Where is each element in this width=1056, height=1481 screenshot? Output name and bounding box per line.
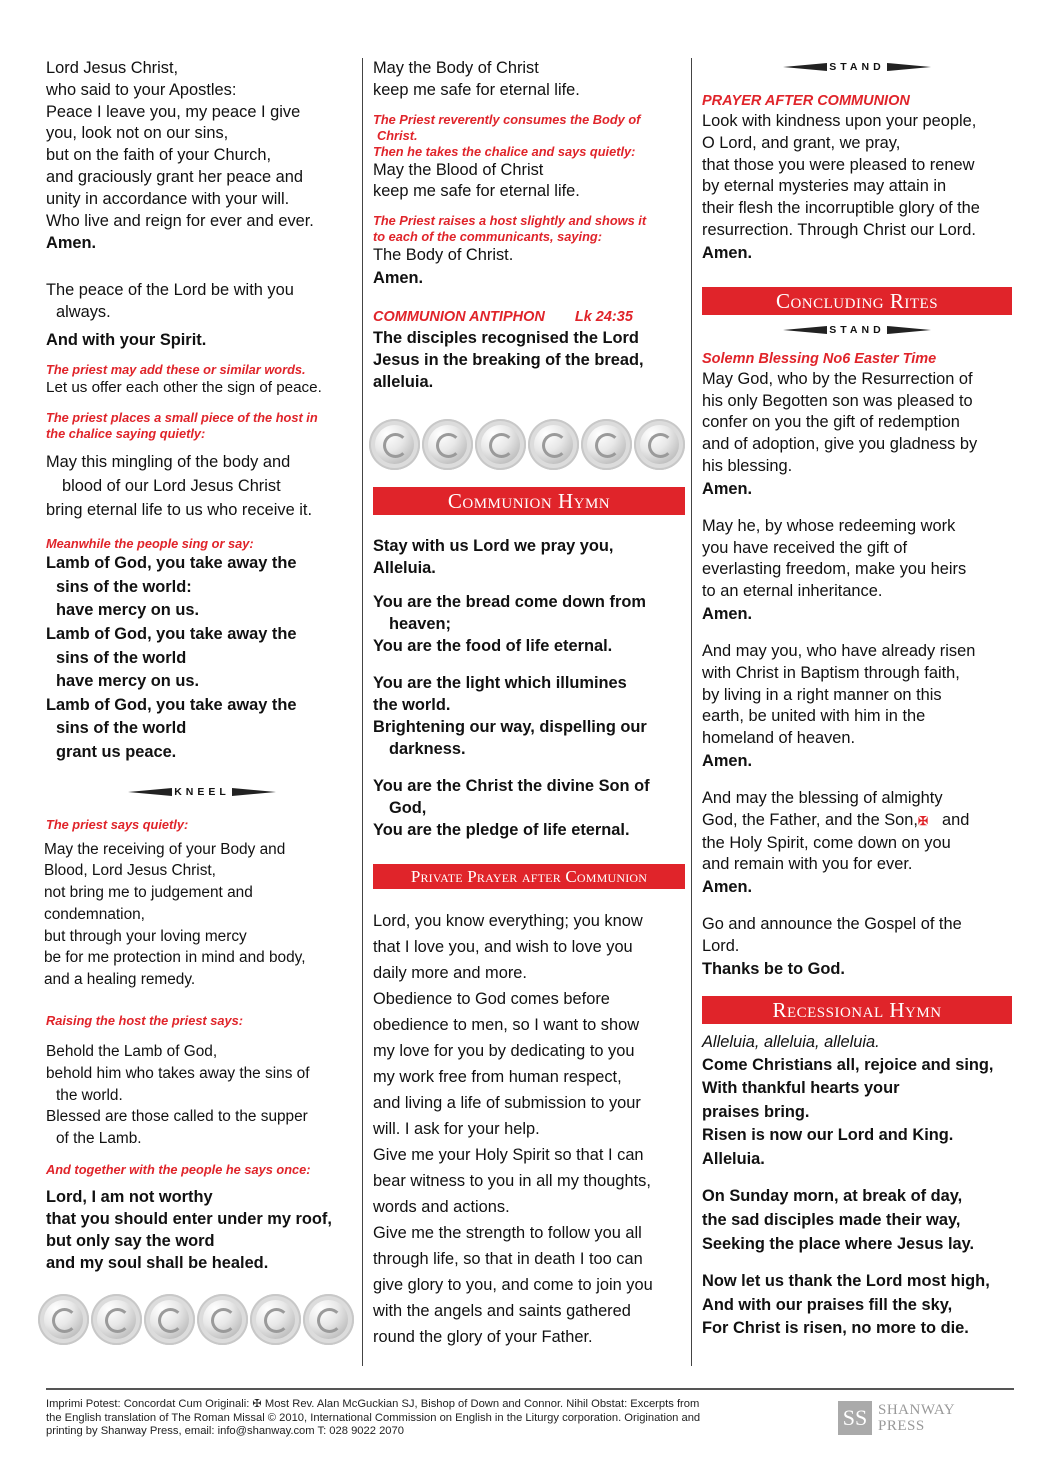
text-line: Risen is now our Lord and King.	[702, 1126, 954, 1145]
text-line: Jesus in the breaking of the bread,	[373, 350, 644, 369]
arrow-left-icon	[783, 326, 827, 334]
rubric: Then he takes the chalice and says quietly:	[373, 143, 636, 159]
text-line: of the Lamb.	[56, 1130, 142, 1148]
antiphon-label: COMMUNION ANTIPHON	[373, 308, 545, 325]
medallion-icon	[197, 1294, 248, 1345]
text-line: and my soul shall be healed.	[46, 1254, 269, 1273]
text-line: You are the bread come down from	[373, 592, 646, 611]
text-line: Seeking the place where Jesus lay.	[702, 1234, 975, 1253]
text-line: be for me protection in mind and body,	[44, 949, 306, 967]
text-line: and of adoption, give you gladness by	[702, 435, 978, 454]
text-line: by living in a right manner on this	[702, 685, 942, 704]
text-line: Lord, I am not worthy	[46, 1188, 213, 1207]
section-banner-concluding-rites: Concluding Rites	[702, 287, 1012, 315]
column-3	[702, 58, 1012, 1341]
logo-mark-icon: SS	[838, 1401, 872, 1435]
arrow-left-icon	[128, 788, 172, 796]
text-line: daily more and more.	[373, 963, 527, 982]
posture-marker-stand	[702, 323, 1012, 337]
text-line: sins of the world:	[56, 577, 192, 596]
text-line: by eternal mysteries may attain in	[702, 177, 947, 196]
section-heading: PRAYER AFTER COMMUNION	[702, 93, 910, 109]
medallion-icon	[91, 1294, 142, 1345]
text-line: Come Christians all, rejoice and sing,	[702, 1055, 994, 1074]
text-line: The disciples recognised the Lord	[373, 328, 639, 347]
text-line: Who live and reign for ever and ever.	[46, 211, 314, 230]
text-line: confer on you the gift of redemption	[702, 413, 960, 432]
medallion-icon	[422, 419, 473, 470]
text-line: with the angels and saints gathered	[373, 1301, 631, 1320]
text-line: Alleluia.	[702, 1149, 765, 1168]
text-line: their flesh the incorruptible glory of the	[702, 199, 980, 218]
prayer-for-peace	[46, 58, 358, 256]
text-line: through life, so that in death I too can	[373, 1249, 643, 1268]
text-line: The peace of the Lord be with you	[46, 280, 294, 299]
text-line: Alleluia, alleluia, alleluia.	[702, 1032, 880, 1051]
text-line: Blessed are those called to the supper	[46, 1108, 308, 1126]
rubric: The priest says quietly:	[46, 816, 189, 832]
text-line: and remain with you for ever.	[702, 855, 913, 874]
text-line: O Lord, and grant, we pray,	[702, 133, 901, 152]
text-line: keep me safe for eternal life.	[373, 182, 580, 201]
text-line: Give me the strength to follow you all	[373, 1223, 642, 1242]
text-line: his blessing.	[702, 456, 793, 475]
text-line: but through your loving mercy	[44, 927, 247, 945]
text-line: May the Body of Christ	[373, 59, 539, 77]
amen: Amen.	[373, 268, 424, 287]
text-line: and graciously grant her peace and	[46, 167, 303, 186]
column-2	[373, 58, 685, 1350]
text-line: homeland of heaven.	[702, 729, 856, 748]
text-line: Lamb of God, you take away the	[46, 554, 297, 573]
text-line: Behold the Lamb of God,	[46, 1043, 218, 1061]
text-line: my work free from human respect,	[373, 1067, 622, 1086]
posture-label: KNEEL	[174, 785, 230, 798]
text-line: You are the pledge of life eternal.	[373, 820, 630, 839]
text-line: but only say the word	[46, 1232, 215, 1251]
text-line: alleluia.	[373, 372, 434, 391]
text-line: You are the food of life eternal.	[373, 636, 613, 655]
text-line: resurrection. Through Christ our Lord.	[702, 220, 976, 239]
posture-label: STAND	[829, 61, 885, 73]
text-line	[702, 810, 1012, 833]
text-line: Alleluia.	[373, 558, 436, 577]
section-banner-private-prayer: Private Prayer after Communion	[373, 864, 685, 889]
text-line: with Christ in Baptism through faith,	[702, 663, 960, 682]
text-line: sins of the world	[56, 648, 187, 667]
logo-wordmark	[878, 1402, 955, 1434]
text-line: darkness.	[389, 739, 466, 758]
medallion-icon	[38, 1294, 89, 1345]
amen: Amen.	[702, 751, 753, 770]
text-line: unity in accordance with your will.	[46, 189, 290, 208]
section-banner-recessional-hymn: Recessional Hymn	[702, 996, 1012, 1024]
amen: Amen.	[702, 479, 753, 498]
text-line: give glory to you, and come to join you	[373, 1275, 653, 1294]
text-line: Look with kindness upon your people,	[702, 112, 977, 130]
text-line: May the receiving of your Body and	[44, 840, 286, 858]
private-prayer	[44, 839, 358, 992]
response: Thanks be to God.	[702, 959, 845, 978]
rubric: The priest may add these or similar words.	[46, 362, 306, 378]
amen: Amen.	[702, 243, 753, 262]
text-line: Lamb of God, you take away the	[46, 695, 297, 714]
amen: Amen.	[702, 604, 753, 623]
text-line: Go and announce the Gospel of the	[702, 915, 962, 934]
private-prayer-after-communion	[373, 908, 685, 1350]
text-line: May he, by whose redeeming work	[702, 516, 956, 535]
text-line: my love for you by dedicating to you	[373, 1041, 635, 1060]
medallion-icon	[528, 419, 579, 470]
text-line: Lord, you know everything; you know	[373, 911, 643, 930]
arrow-right-icon	[887, 326, 931, 334]
text-line: And may the blessing of almighty	[702, 788, 943, 807]
text-line: Lord Jesus Christ,	[46, 59, 179, 77]
text-line: With thankful hearts your	[702, 1079, 900, 1098]
rubric: The priest places a small piece of the host in	[46, 410, 318, 426]
medallion-icon	[475, 419, 526, 470]
medallion-row	[369, 419, 685, 470]
text-line: that those you were pleased to renew	[702, 155, 975, 174]
arrow-right-icon	[232, 788, 276, 796]
prayer-after-communion	[702, 111, 1012, 264]
text-line: Lord.	[702, 936, 740, 955]
text-line: On Sunday morn, at break of day,	[702, 1187, 963, 1206]
ecce-agnus	[46, 1041, 358, 1150]
text-line: round the glory of your Father.	[373, 1327, 593, 1346]
text-line: Obedience to God comes before	[373, 989, 610, 1008]
arrow-left-icon	[783, 63, 827, 71]
text-line: his only Begotten son was pleased to	[702, 391, 973, 410]
text-line: you, look not on our sins,	[46, 124, 229, 143]
amen: Amen.	[702, 878, 753, 897]
section-banner-communion-hymn: Communion Hymn	[373, 487, 685, 515]
rubric: the chalice saying quietly:	[46, 426, 206, 442]
cross-icon: ✠	[917, 813, 929, 828]
text-line: Stay with us Lord we pray you,	[373, 536, 614, 555]
text-line: to an eternal inheritance.	[702, 582, 883, 601]
communion-hymn	[373, 535, 685, 841]
text-line: Let us offer each other the sign of peace.	[46, 379, 322, 397]
text-line: behold him who takes away the sins of	[46, 1064, 310, 1082]
medallion-icon	[581, 419, 632, 470]
text-line: who said to your Apostles:	[46, 80, 237, 99]
text-line: For Christ is risen, no more to die.	[702, 1319, 969, 1338]
posture-marker-stand	[702, 60, 1012, 74]
text-line: bear witness to you in all my thoughts,	[373, 1171, 651, 1190]
text-line: God,	[389, 798, 427, 817]
text-line: bring eternal life to us who receive it.	[46, 501, 313, 520]
text-line: words and actions.	[373, 1197, 510, 1216]
medallion-icon	[144, 1294, 195, 1345]
footer-rule	[46, 1388, 1014, 1390]
text-line: that I love you, and wish to love you	[373, 937, 633, 956]
text-line: Brightening our way, dispelling our	[373, 717, 647, 736]
text-line: that you should enter under my roof,	[46, 1210, 332, 1229]
dismissal	[702, 914, 1012, 980]
text-line: May this mingling of the body and	[46, 453, 291, 472]
text-line: And with our praises fill the sky,	[702, 1295, 953, 1314]
rubric: Raising the host the priest says:	[46, 1013, 243, 1029]
text-line: Now let us thank the Lord most high,	[702, 1272, 990, 1291]
arrow-right-icon	[887, 63, 931, 71]
text-line: Lamb of God, you take away the	[46, 624, 297, 643]
text-line: but on the faith of your Church,	[46, 146, 272, 165]
posture-marker-kneel	[46, 785, 358, 799]
text-line: keep me safe for eternal life.	[373, 80, 580, 99]
text-line: heaven;	[389, 614, 451, 633]
text-fragment: and	[942, 810, 970, 829]
text-line: and living a life of submission to your	[373, 1093, 641, 1112]
rubric: The Priest raises a host slightly and shows it	[373, 213, 647, 229]
section-heading: Solemn Blessing No6 Easter Time	[702, 350, 937, 367]
footer-line: Imprimi Potest: Concordat Cum Originali: ✠ Most Rev. Alan McGuckian SJ, Bishop of Down and Connor. Nihil Obstat: Excerpts from	[46, 1398, 700, 1410]
text-line: everlasting freedom, make you heirs	[702, 560, 967, 579]
logo-text: SHANWAY	[878, 1402, 956, 1418]
rubric: Meanwhile the people sing or say:	[46, 536, 254, 552]
text-line: Give me your Holy Spirit so that I can	[373, 1145, 644, 1164]
response: And with your Spirit.	[46, 330, 207, 349]
text-line: condemnation,	[44, 905, 145, 923]
text-line: sins of the world	[56, 719, 187, 738]
text-line: obedience to men, so I want to show	[373, 1015, 640, 1034]
medallion-icon	[369, 419, 420, 470]
text-line: always.	[56, 302, 111, 321]
column-divider	[691, 58, 692, 1366]
text-line: And may you, who have already risen	[702, 641, 976, 660]
text-line: grant us peace.	[56, 742, 177, 761]
publisher-logo	[838, 1396, 998, 1440]
domine-non-sum-dignus	[46, 1186, 358, 1274]
text-line: blood of our Lord Jesus Christ	[62, 477, 281, 496]
rubric: The Priest reverently consumes the Body of	[373, 111, 641, 127]
logo-text: PRESS	[878, 1418, 925, 1434]
antiphon-heading	[373, 307, 685, 327]
amen: Amen.	[46, 234, 97, 253]
medallion-icon	[303, 1294, 354, 1345]
text-line: the sad disciples made their way,	[702, 1211, 961, 1230]
text-line: praises bring.	[702, 1102, 810, 1121]
agnus-dei	[46, 552, 358, 764]
text-line: You are the light which illumines	[373, 673, 627, 692]
text-line: have mercy on us.	[56, 601, 200, 620]
posture-label: STAND	[829, 323, 885, 336]
text-line: the world.	[56, 1086, 123, 1104]
recessional-hymn	[702, 1032, 1012, 1341]
text-line: May the Blood of Christ	[373, 160, 544, 179]
footer-credits	[46, 1398, 836, 1439]
medallion-icon	[634, 419, 685, 470]
text-line: the world.	[373, 695, 451, 714]
rubric: to each of the communicants, saying:	[373, 229, 602, 245]
medallion-row	[38, 1294, 358, 1345]
text-line: will. I ask for your help.	[373, 1119, 540, 1138]
text-line: and a healing remedy.	[44, 971, 196, 989]
column-1	[46, 58, 358, 1345]
antiphon-reference: Lk 24:35	[574, 308, 633, 325]
footer-line: the English translation of The Roman Missal © 2010, International Commission on English in the Liturgy corporation. Origination and	[46, 1411, 701, 1424]
text-line: the Holy Spirit, come down on you	[702, 833, 951, 852]
text-fragment: God, the Father, and the Son,	[702, 810, 918, 829]
rubric: And together with the people he says once:	[46, 1162, 311, 1178]
rubric: Christ.	[377, 127, 418, 143]
text-line: have mercy on us.	[56, 672, 200, 691]
text-line: You are the Christ the divine Son of	[373, 776, 650, 795]
column-divider	[362, 58, 363, 1366]
solemn-blessing	[702, 369, 1012, 898]
text-line: May God, who by the Resurrection of	[702, 369, 973, 388]
text-line: you have received the gift of	[702, 538, 908, 557]
footer-line: printing by Shanway Press, email: info@shanway.com T: 028 9022 2070	[46, 1425, 404, 1438]
text-line: Peace I leave you, my peace I give	[46, 102, 301, 121]
text-line: not bring me to judgement and	[44, 884, 253, 902]
medallion-icon	[250, 1294, 301, 1345]
text-line: earth, be united with him in the	[702, 707, 926, 726]
text-line: The Body of Christ.	[373, 246, 514, 265]
text-line: Blood, Lord Jesus Christ,	[44, 862, 216, 880]
